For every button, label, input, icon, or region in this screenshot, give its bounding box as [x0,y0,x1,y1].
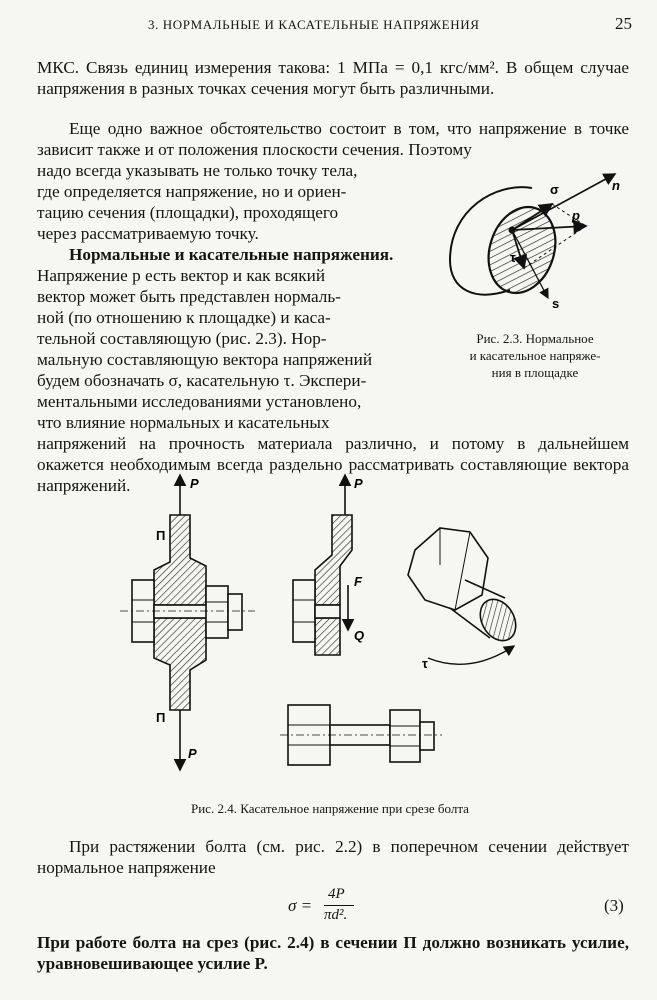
bolt-end-side [420,722,434,750]
plate-fragment [315,618,340,655]
text-line: что влияние нормальных и касательных [37,413,330,432]
caption-line: Рис. 2.3. Нормальное [476,331,594,346]
fraction-bar [324,905,354,906]
bolt-shank-cut [315,605,340,618]
label-Q: Q [354,628,365,643]
label-section-top: П [156,528,166,543]
text-line: ной (по отношению к площадке) и каса- [37,308,331,327]
figure-2-3-stress-vector [440,160,635,335]
label-P: P [188,746,197,761]
label-s: s [552,296,560,311]
nut [206,586,228,638]
bolt-free-body [293,475,364,655]
text-line: Напряжение p есть вектор и как всякий [37,266,326,285]
normal-vector-n [512,174,615,230]
figure-2-3-caption [440,330,630,381]
formula-denominator: πd². [324,907,348,923]
label-n: n [612,178,620,193]
bolt-head-3d [408,528,488,610]
bolt-3d-view [408,528,523,671]
paragraph-tension: При растяжении болта (см. рис. 2.2) в поперечном сечении действует нормальное напряжение [37,837,629,877]
label-P: P [354,476,363,491]
page-number: 25 [615,14,632,33]
page-header [40,14,632,36]
label-p: p [572,208,580,223]
projection-dashed [552,204,586,226]
label-section-bottom: П [156,710,166,725]
paragraph-units: МКС. Связь единиц измерения такова: 1 МПа = 0,1 кгс/мм². В общем случае напряжения в разных точках сечения могут быть различными. [37,58,629,98]
bolt-end [228,594,242,630]
nut-side [390,710,420,762]
caption-line: ния в площадке [491,365,579,380]
caption-line: и касательное напряже- [469,348,601,363]
text-line: мальную составляющую вектора напряжений [37,350,373,369]
plate-fragment [315,515,352,605]
bolted-joint-assembly [120,475,255,770]
text-line: вектор может быть представлен нормаль- [37,287,341,306]
paragraph-tail: напряжений на прочность материала различно, и потому в дальнейшем окажется необходимым всегда раздельно рассматривать составляющие вектора напряжений. [37,434,629,495]
bolt-side-view [280,705,442,765]
text-line: через рассматриваемую точку. [37,224,259,243]
figure-2-4-caption: Рис. 2.4. Касательное напряжение при срезе болта [191,801,469,816]
text-line: будем обозначать σ, касательную τ. Экспери- [37,371,367,390]
text-line: тельной составляющую (рис. 2.3). Нор- [37,329,327,348]
lower-plate [154,618,206,710]
label-sigma: σ [550,182,559,197]
section-heading: Нормальные и касательные напряжения. [69,245,394,264]
label-P: P [190,476,199,491]
paragraph-section-orientation: Еще одно важное обстоятельство состоит в том, что напряжение в точке зависит также и от положения плоскости сечения. Поэтому [37,119,629,159]
text-line: где определяется напряжение, но и ориен- [37,182,347,201]
formula-numerator: 4P [328,886,345,902]
text-line: тацию сечения (площадки), проходящего [37,203,339,222]
running-title: 3. НОРМАЛЬНЫЕ И КАСАТЕЛЬНЫЕ НАПРЯЖЕНИЯ [148,17,480,32]
paragraph-shear: При работе болта на срез (рис. 2.4) в сечении П должно возникать усилие, уравновешивающее усилие P. [37,933,629,973]
formula-lhs: σ = [288,896,313,915]
label-tau: τ [510,250,516,265]
text-line: надо всегда указывать не только точку тела, [37,161,358,180]
label-F: F [354,574,362,589]
equation-number: (3) [604,896,624,915]
text-line: ментальными исследованиями установлено, [37,392,362,411]
bolt-cross-section [473,593,523,647]
label-tau: τ [422,656,428,671]
point [509,227,516,234]
figure-2-4-bolt-shear [110,470,540,788]
tau-arrow [428,646,514,664]
bolt-head [293,580,315,642]
